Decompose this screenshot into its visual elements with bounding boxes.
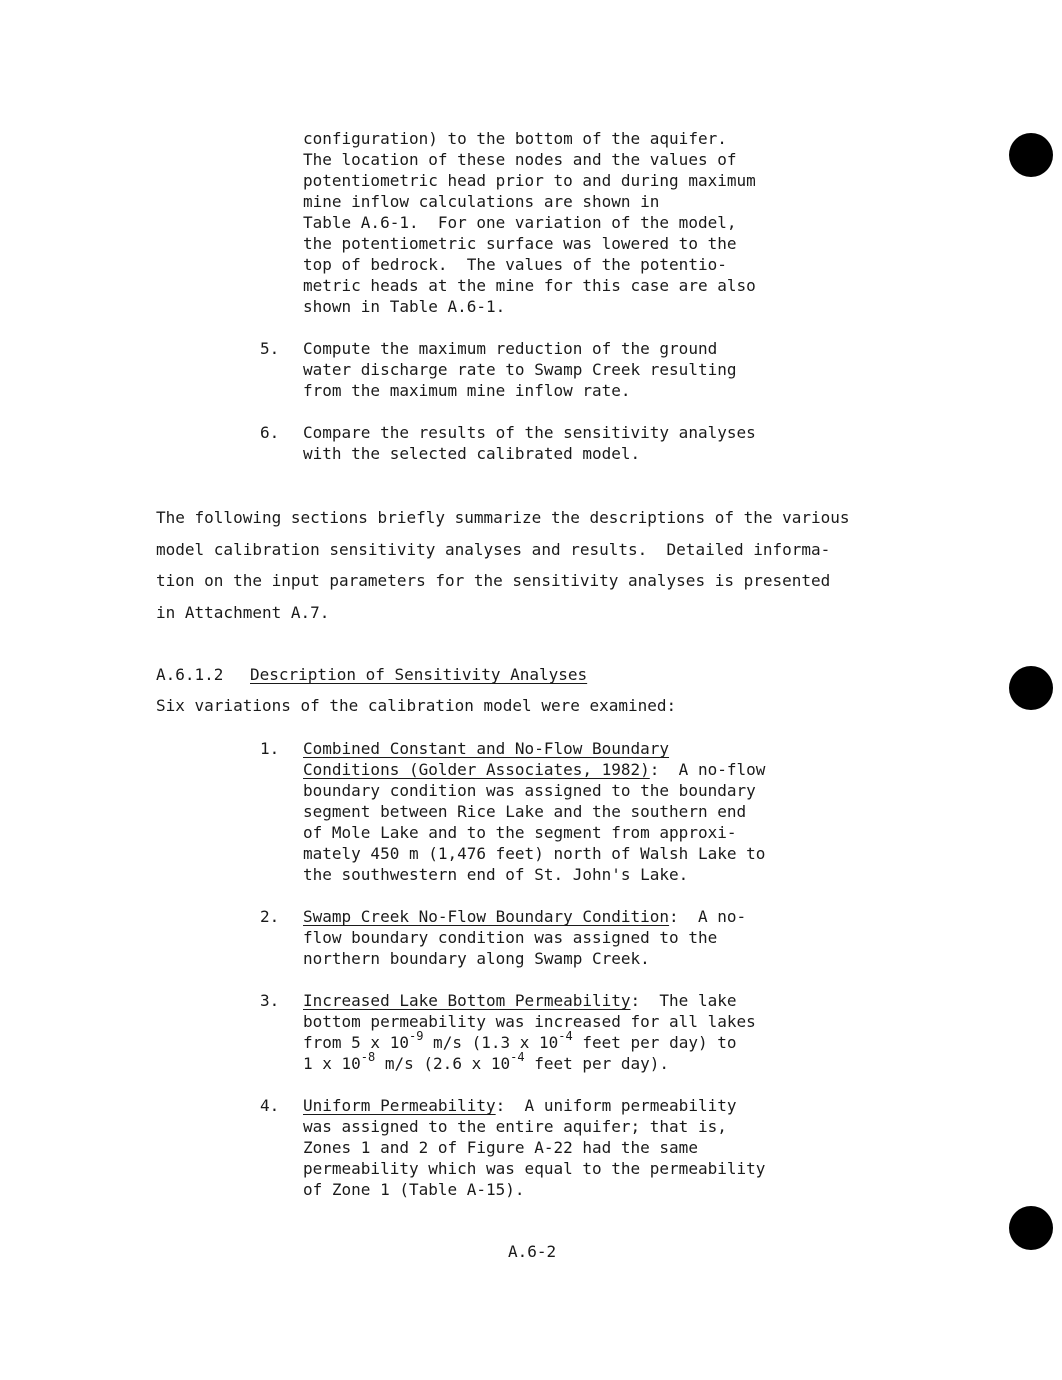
text-line: from the maximum mine inflow rate. xyxy=(303,381,631,400)
step-number: 6. xyxy=(260,423,280,442)
variation-title: Uniform Permeability xyxy=(303,1096,496,1115)
text-line: water discharge rate to Swamp Creek resulting xyxy=(303,360,737,379)
variation-number: 1. xyxy=(260,739,280,758)
variation-title: Conditions (Golder Associates, 1982) xyxy=(303,760,650,779)
text-line xyxy=(303,1095,736,1116)
text-line: model calibration sensitivity analyses and results. Detailed informa- xyxy=(156,540,831,559)
text-line: of Zone 1 (Table A-15). xyxy=(303,1180,525,1199)
text-fragment: 1 x 10 xyxy=(303,1054,361,1073)
exponent: -4 xyxy=(558,1029,573,1043)
text-line: configuration) to the bottom of the aquifer. xyxy=(303,129,727,148)
text-line xyxy=(303,759,765,780)
variation-title: Increased Lake Bottom Permeability xyxy=(303,991,631,1010)
text-line: the potentiometric surface was lowered to the xyxy=(303,234,737,253)
section-title: Description of Sensitivity Analyses xyxy=(250,665,588,684)
binder-hole-top xyxy=(1009,133,1053,177)
exponent: -9 xyxy=(408,1029,424,1043)
text-fragment: feet per day) to xyxy=(572,1033,737,1052)
exponent: -4 xyxy=(510,1050,525,1064)
text-line: Compare the results of the sensitivity analyses xyxy=(303,423,756,442)
text-line: flow boundary condition was assigned to the xyxy=(303,928,718,947)
text-line: The location of these nodes and the values of xyxy=(303,150,737,169)
text-line: segment between Rice Lake and the southern end xyxy=(303,802,747,821)
text-fragment: feet per day). xyxy=(524,1054,670,1073)
text-line: shown in Table A.6-1. xyxy=(303,297,506,316)
variation-title-tail: : The lake xyxy=(630,991,737,1010)
text-line: metric heads at the mine for this case are also xyxy=(303,276,756,295)
section-number: A.6.1.2 xyxy=(156,665,224,684)
variation-number: 2. xyxy=(260,907,280,926)
binder-hole-middle xyxy=(1009,666,1053,710)
text-line: northern boundary along Swamp Creek. xyxy=(303,949,650,968)
text-line xyxy=(303,906,746,927)
text-line: potentiometric head prior to and during maximum xyxy=(303,171,756,190)
variation-number: 4. xyxy=(260,1096,280,1115)
text-line: was assigned to the entire aquifer; that is, xyxy=(303,1117,727,1136)
text-line: permeability which was equal to the permeability xyxy=(303,1159,766,1178)
section-intro: Six variations of the calibration model were examined: xyxy=(156,696,677,715)
step-number: 5. xyxy=(260,339,280,358)
page-number: A.6-2 xyxy=(508,1242,557,1261)
text-line: of Mole Lake and to the segment from approxi- xyxy=(303,823,737,842)
text-line: mine inflow calculations are shown in xyxy=(303,192,660,211)
exponent: -8 xyxy=(360,1050,376,1064)
variation-title-tail: : A uniform permeability xyxy=(495,1096,737,1115)
text-line: Table A.6-1. For one variation of the model, xyxy=(303,213,737,232)
text-fragment: m/s (2.6 x 10 xyxy=(375,1054,511,1073)
text-line: mately 450 m (1,476 feet) north of Walsh Lake to xyxy=(303,844,766,863)
text-line: boundary condition was assigned to the boundary xyxy=(303,781,756,800)
text-fragment: from 5 x 10 xyxy=(303,1033,409,1052)
text-line: tion on the input parameters for the sensitivity analyses is presented xyxy=(156,571,831,590)
text-fragment: m/s (1.3 x 10 xyxy=(423,1033,559,1052)
text-line: with the selected calibrated model. xyxy=(303,444,641,463)
binder-hole-bottom xyxy=(1009,1206,1053,1250)
text-line xyxy=(303,1050,670,1074)
text-line: bottom permeability was increased for all lakes xyxy=(303,1012,756,1031)
variation-title: Swamp Creek No-Flow Boundary Condition xyxy=(303,907,670,926)
text-line: in Attachment A.7. xyxy=(156,603,330,622)
variation-title-tail: : A no- xyxy=(669,907,747,926)
variation-title: Combined Constant and No-Flow Boundary xyxy=(303,739,670,758)
variation-title-tail: : A no-flow xyxy=(649,760,766,779)
text-line: top of bedrock. The values of the potentio- xyxy=(303,255,727,274)
text-line: Compute the maximum reduction of the ground xyxy=(303,339,718,358)
text-line: The following sections briefly summarize the descriptions of the various xyxy=(156,508,850,527)
text-line: Zones 1 and 2 of Figure A-22 had the same xyxy=(303,1138,698,1157)
text-line: the southwestern end of St. John's Lake. xyxy=(303,865,689,884)
text-line xyxy=(303,990,736,1011)
variation-number: 3. xyxy=(260,991,280,1010)
